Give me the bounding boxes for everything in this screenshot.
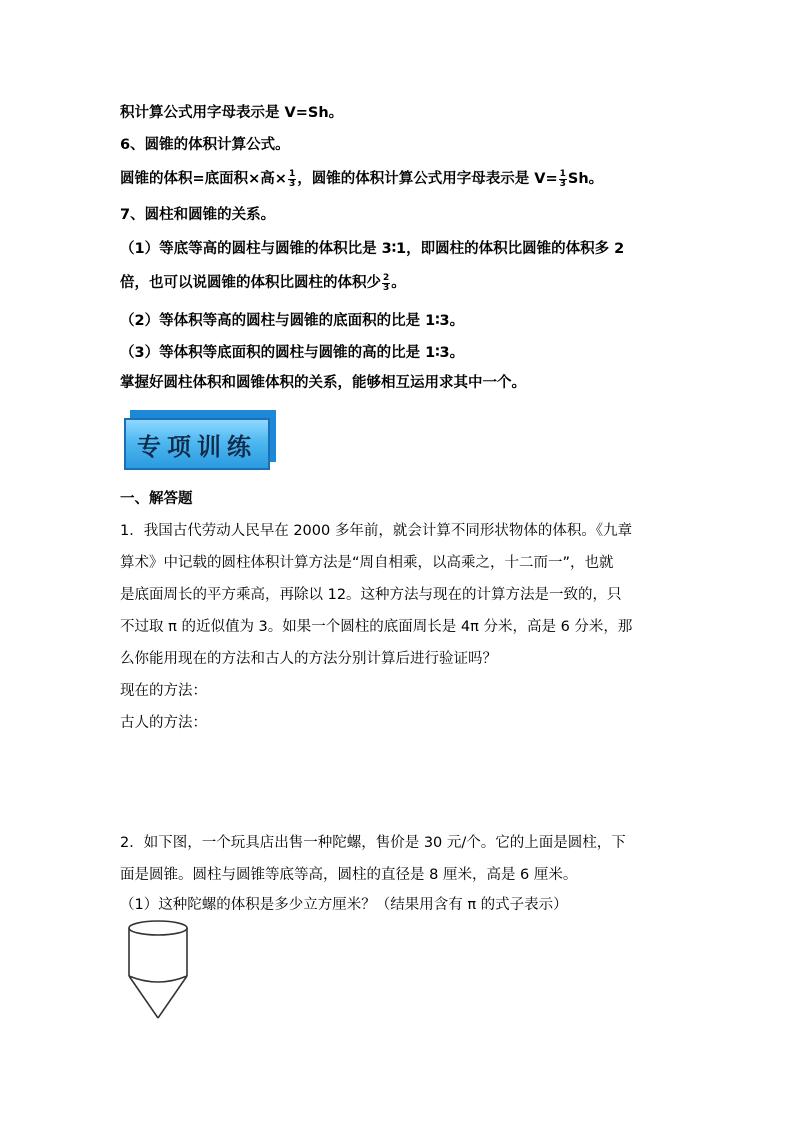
- note-volume-formula: 积计算公式用字母表示是 V=Sh。: [120, 105, 344, 121]
- q2-line-2: 面是圆锥。圆柱与圆锥等底等高，圆柱的直径是 8 厘米，高是 6 厘米。: [120, 867, 578, 883]
- q1-modern-method-label: 现在的方法：: [120, 683, 207, 699]
- fraction-numerator: 2: [383, 272, 390, 283]
- q2-line-1: 2．如下图，一个玩具店出售一种陀螺，售价是 30 元/个。它的上面是圆柱，下: [120, 835, 626, 851]
- q1-line-4: 不过取 π 的近似值为 3。如果一个圆柱的底面周长是 4π 分米，高是 6 分米，那: [120, 619, 633, 635]
- cylinder-top-ellipse: [129, 921, 187, 935]
- cone-formula-text-1: 圆锥的体积=底面积×高×: [120, 171, 287, 187]
- fraction-denominator: 3: [288, 178, 296, 189]
- relation-1-text: 倍，也可以说圆锥的体积比圆柱的体积少: [120, 275, 381, 291]
- fraction-one-third-2: [559, 170, 567, 189]
- q1-line-1: 1．我国古代劳动人民早在 2000 多年前，就会计算不同形状物体的体积。《九章: [120, 523, 633, 539]
- relation-1-line-2: [120, 272, 406, 294]
- section-banner: [124, 410, 276, 470]
- fraction-numerator: 1: [559, 168, 566, 179]
- banner-title: 专项训练: [137, 431, 257, 461]
- banner-face: [124, 418, 270, 470]
- q1-line-5: 么你能用现在的方法和古人的方法分别计算后进行验证吗？: [120, 651, 497, 667]
- fraction-two-thirds: [382, 274, 390, 293]
- q2-sub-question-1: （1）这种陀螺的体积是多少立方厘米？（结果用含有 π 的式子表示）: [120, 897, 568, 913]
- spinning-top-figure: [124, 918, 194, 1022]
- fraction-denominator: 3: [559, 178, 566, 189]
- relation-2: （2）等体积等高的圆柱与圆锥的底面积的比是 1∶3。: [120, 313, 465, 329]
- relation-1-end: 。: [391, 275, 406, 291]
- cylinder-bottom-curve: [129, 976, 187, 982]
- fraction-denominator: 3: [383, 282, 390, 293]
- q1-line-3: 是底面周长的平方乘高，再除以 12。这种方法与现在的计算方法是一致的，只: [120, 587, 622, 603]
- relation-1-line-1: （1）等底等高的圆柱与圆锥的体积比是 3∶1，即圆柱的体积比圆锥的体积多 2: [120, 241, 625, 257]
- fraction-one-third: [288, 170, 296, 189]
- q1-ancient-method-label: 古人的方法：: [120, 715, 207, 731]
- cone-formula-text-3: Sh。: [567, 171, 604, 187]
- cone-formula-line: [120, 168, 603, 190]
- summary-note: 掌握好圆柱体积和圆锥体积的关系，能够相互运用求其中一个。: [120, 375, 526, 391]
- relation-3: （3）等体积等底面积的圆柱与圆锥的高的比是 1∶3。: [120, 345, 465, 361]
- section-title: 一、解答题: [120, 491, 193, 507]
- cone-formula-text-2: ，圆锥的体积计算公式用字母表示是 V=: [297, 171, 558, 187]
- fraction-numerator: 1: [288, 168, 296, 179]
- heading-cone-volume: 6、圆锥的体积计算公式。: [120, 137, 290, 153]
- heading-relationship: 7、圆柱和圆锥的关系。: [120, 207, 276, 223]
- q1-line-2: 算术》中记载的圆柱体积计算方法是“周自相乘，以高乘之，十二而一”，也就: [120, 555, 614, 571]
